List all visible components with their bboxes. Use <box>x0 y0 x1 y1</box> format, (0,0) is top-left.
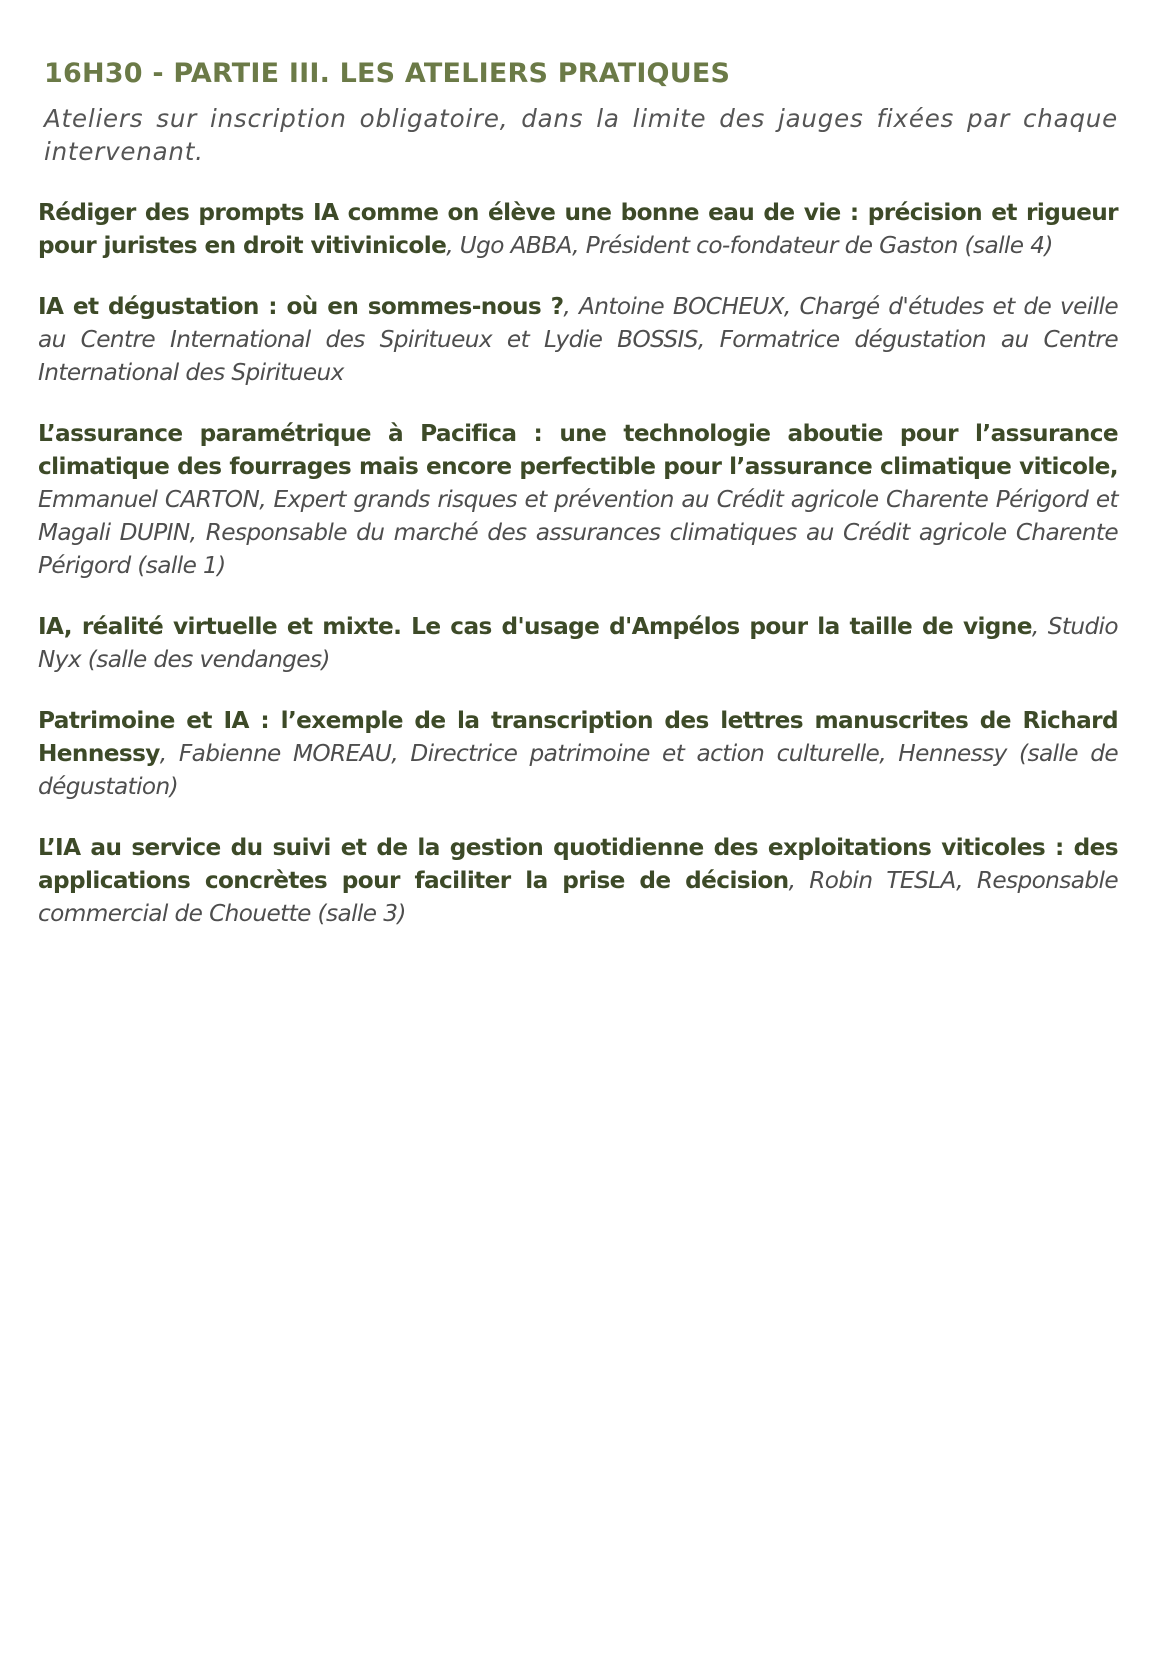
workshop-speakers: , Studio Nyx (salle des vendanges) <box>38 613 1118 673</box>
section-subtitle: Ateliers sur inscription obligatoire, dans la limite des jauges fixées par chaque intervenant. <box>44 104 1118 166</box>
workshop-item-degustation <box>38 290 1118 389</box>
workshop-item-patrimoine <box>38 704 1118 803</box>
workshop-speakers: , Antoine BOCHEUX, Chargé d'études et de veille au Centre International des Spiritueux et Lydie BOSSIS, Formatrice dégustation au Centre International des Spiritueux <box>38 293 1118 386</box>
workshop-title: L’IA au service du suivi et de la gestion quotidienne des exploitations viticoles : des applications concrètes pour faciliter la prise de décision <box>38 834 1118 894</box>
workshop-title: IA, réalité virtuelle et mixte. Le cas d'usage d'Ampélos pour la taille de vigne <box>38 613 1032 640</box>
workshop-speakers: , Ugo ABBA, Président co-fondateur de Gaston (salle 4) <box>446 232 1053 259</box>
workshop-speakers: , Robin TESLA, Responsable commercial de Chouette (salle 3) <box>38 867 1118 927</box>
workshop-item-realite-virtuelle <box>38 610 1118 676</box>
workshop-title: IA et dégustation : où en sommes-nous ? <box>38 293 564 320</box>
section-title: 16H30 - PARTIE III. LES ATELIERS PRATIQUES <box>44 58 731 89</box>
workshop-speakers: Emmanuel CARTON, Expert grands risques et prévention au Crédit agricole Charente Périgord et Magali DUPIN, Responsable du marché des assurances climatiques au Crédit agricole Charente Périgord (salle 1) <box>38 486 1118 579</box>
workshop-speakers: , Fabienne MOREAU, Directrice patrimoine et action culturelle, Hennessy (salle de dégustation) <box>38 740 1118 800</box>
program-page <box>38 52 1118 930</box>
workshop-item-prompts <box>38 196 1118 262</box>
workshop-list <box>38 196 1118 930</box>
workshop-title: Rédiger des prompts IA comme on élève une bonne eau de vie : précision et rigueur pour juristes en droit vitivinicole <box>38 199 1118 259</box>
workshop-item-exploitations <box>38 831 1118 930</box>
workshop-title: L’assurance paramétrique à Pacifica : une technologie aboutie pour l’assurance climatique des fourrages mais encore perfectible pour l’assurance climatique viticole, <box>38 420 1118 480</box>
workshop-title: Patrimoine et IA : l’exemple de la transcription des lettres manuscrites de Richard Hennessy <box>38 707 1118 767</box>
workshop-item-assurance <box>38 417 1118 582</box>
